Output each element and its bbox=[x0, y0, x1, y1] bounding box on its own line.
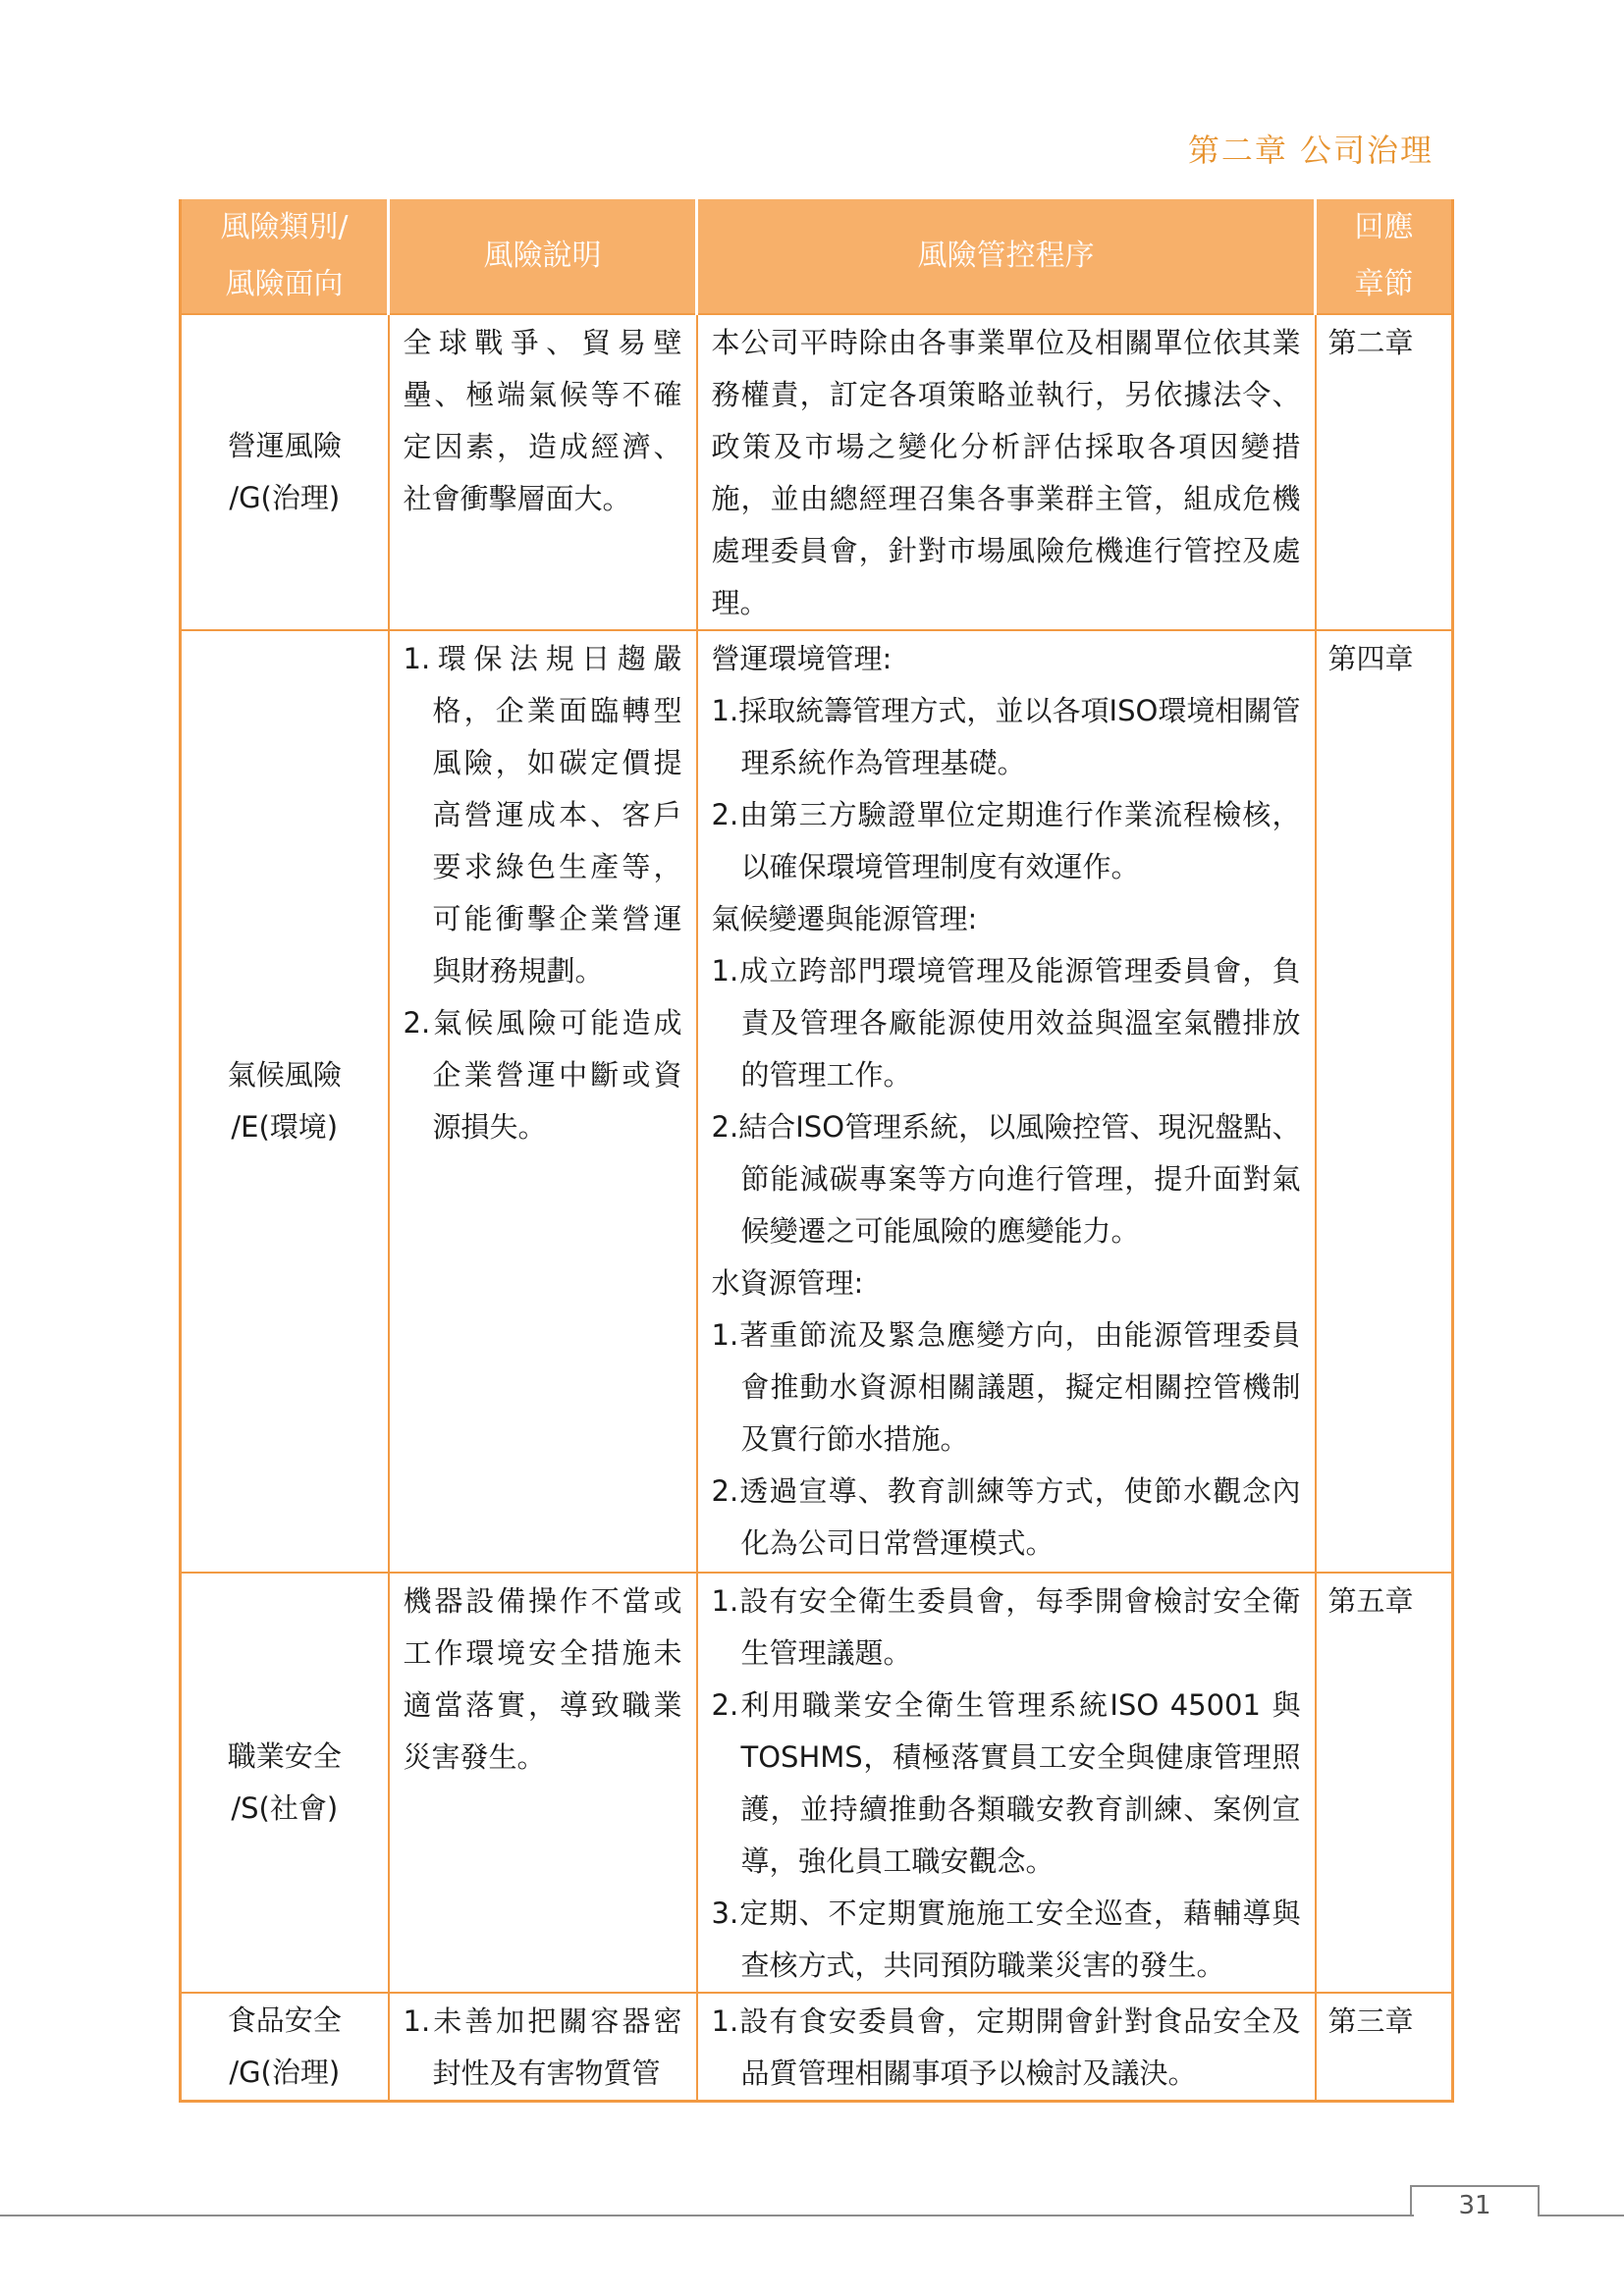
section-title: 營運環境管理: bbox=[711, 642, 893, 675]
risk-description-cell: 全球戰爭、貿易壁壘、極端氣候等不確定因素，造成經濟、社會衝擊層面大。 bbox=[389, 314, 697, 630]
header-risk-category bbox=[181, 199, 389, 314]
list-item: 3.定期、不定期實施施工安全巡查，藉輔導與查核方式，共同預防職業災害的發生。 bbox=[711, 1896, 1301, 1982]
risk-control-cell: 本公司平時除由各事業單位及相關單位依其業務權責，訂定各項策略並執行，另依據法令、政策及市場之變化分析評估採取各項因變措施，並由總經理召集各事業群主管，組成危機處理委員會，針對市場風險危機進行管控及處理。 bbox=[697, 314, 1316, 630]
risk-description-cell bbox=[389, 630, 697, 1573]
chapter-cell: 第五章 bbox=[1316, 1573, 1453, 1993]
list-item: 2.結合ISO管理系統，以風險控管、現況盤點、節能減碳專案等方向進行管理，提升面對氣候變遷之可能風險的應變能力。 bbox=[711, 1110, 1301, 1248]
table-row bbox=[181, 1993, 1453, 2102]
list-item: 1.未善加把關容器密封性及有害物質管 bbox=[403, 2004, 682, 2090]
header-chapter-line2: 章節 bbox=[1354, 267, 1414, 301]
list-item: 2.氣候風險可能造成企業營運中斷或資源損失。 bbox=[403, 1006, 682, 1144]
section-title: 氣候變遷與能源管理: bbox=[711, 902, 978, 935]
chapter-cell: 第二章 bbox=[1316, 314, 1453, 630]
chapter-header: 第二章 公司治理 bbox=[1187, 132, 1434, 169]
list-item: 1.成立跨部門環境管理及能源管理委員會，負責及管理各廠能源使用效益與溫室氣體排放的管理工作。 bbox=[711, 954, 1301, 1092]
list-item: 1.設有安全衛生委員會，每季開會檢討安全衛生管理議題。 bbox=[711, 1584, 1301, 1670]
table-row bbox=[181, 630, 1453, 1573]
risk-control-cell bbox=[697, 1573, 1316, 1993]
risk-control-cell bbox=[697, 1993, 1316, 2102]
header-risk-category-line1: 風險類別/ bbox=[220, 210, 349, 244]
list-item: 2.透過宣導、教育訓練等方式，使節水觀念內化為公司日常營運模式。 bbox=[711, 1474, 1301, 1560]
risk-category-cell: 氣候風險 /E(環境) bbox=[181, 630, 389, 1573]
footer-divider bbox=[0, 2215, 1414, 2216]
table-row bbox=[181, 1573, 1453, 1993]
header-risk-control: 風險管控程序 bbox=[697, 199, 1316, 314]
chapter-cell: 第四章 bbox=[1316, 630, 1453, 1573]
header-risk-category-line2: 風險面向 bbox=[225, 267, 344, 301]
risk-category-cell: 職業安全 /S(社會) bbox=[181, 1573, 389, 1993]
list-item: 1.環保法規日趨嚴格，企業面臨轉型風險，如碳定價提高營運成本、客戶要求綠色生產等，可能衝擊企業營運與財務規劃。 bbox=[403, 642, 682, 988]
footer-divider-right bbox=[1540, 2215, 1624, 2216]
section-title: 水資源管理: bbox=[711, 1266, 864, 1300]
risk-control-cell bbox=[697, 630, 1316, 1573]
header-chapter-line1: 回應 bbox=[1354, 210, 1414, 244]
list-item: 1.設有食安委員會，定期開會針對食品安全及品質管理相關事項予以檢討及議決。 bbox=[711, 2004, 1301, 2090]
risk-category-cell: 營運風險 /G(治理) bbox=[181, 314, 389, 630]
risk-category-cell: 食品安全 /G(治理) bbox=[181, 1993, 389, 2102]
list-item: 2.利用職業安全衛生管理系統ISO 45001 與TOSHMS，積極落實員工安全與健康管理照護，並持續推動各類職安教育訓練、案例宣導，強化員工職安觀念。 bbox=[711, 1688, 1301, 1878]
list-item: 2.由第三方驗證單位定期進行作業流程檢核，以確保環境管理制度有效運作。 bbox=[711, 798, 1301, 883]
list-item: 1.採取統籌管理方式，並以各項ISO環境相關管理系統作為管理基礎。 bbox=[711, 694, 1301, 779]
header-risk-description: 風險說明 bbox=[389, 199, 697, 314]
list-item: 1.著重節流及緊急應變方向，由能源管理委員會推動水資源相關議題，擬定相關控管機制及實行節水措施。 bbox=[711, 1318, 1301, 1456]
table-header-row bbox=[181, 199, 1453, 314]
risk-management-table bbox=[179, 199, 1454, 2103]
risk-description-cell: 機器設備操作不當或工作環境安全措施未適當落實，導致職業災害發生。 bbox=[389, 1573, 697, 1993]
risk-description-cell bbox=[389, 1993, 697, 2102]
table-row bbox=[181, 314, 1453, 630]
chapter-cell: 第三章 bbox=[1316, 1993, 1453, 2102]
page-number: 31 bbox=[1458, 2191, 1491, 2220]
header-chapter bbox=[1316, 199, 1453, 314]
